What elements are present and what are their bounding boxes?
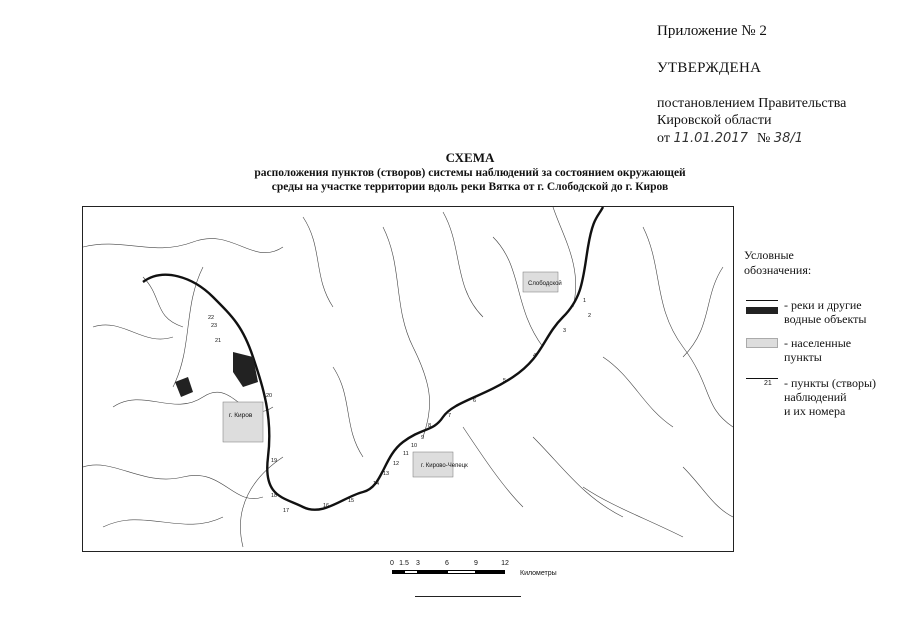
scale-tick-3: 6	[445, 560, 449, 567]
scale-tick-2: 3	[416, 560, 420, 567]
date-prefix: от	[657, 131, 670, 146]
legend-title-line-2: обозначения:	[744, 263, 812, 277]
point-label-11: 11	[403, 451, 409, 457]
legend-title-line-1: Условные	[744, 248, 794, 262]
point-label-17: 17	[283, 508, 290, 514]
point-label-23: 23	[211, 323, 218, 329]
point-label-21: 21	[215, 338, 222, 344]
scale-tick-4: 9	[474, 560, 478, 567]
point-label-13: 13	[383, 471, 390, 477]
scale-tick-1: 1.5	[399, 560, 409, 567]
point-label-12: 12	[393, 461, 400, 467]
legend-rivers-line-2: водные объекты	[784, 312, 867, 326]
scale-tick-0: 0	[390, 560, 394, 567]
appendix-label: Приложение № 2	[657, 23, 767, 39]
point-label-20: 20	[266, 393, 273, 399]
settlement-swatch	[746, 338, 778, 348]
number-prefix: №	[756, 131, 771, 146]
document-title: СХЕМА	[445, 150, 495, 165]
scale-segment-3	[418, 570, 447, 574]
document-subtitle-line-1: расположения пунктов (створов) системы наблюдений за состоянием окружающей	[254, 167, 686, 179]
point-label-4: 4	[533, 353, 537, 359]
decree-number: 38/1	[773, 131, 803, 146]
decree-date-line	[657, 131, 803, 147]
legend-points-line-3: и их номера	[784, 404, 846, 418]
point-label-14: 14	[373, 481, 380, 487]
decree-line-1: постановлением Правительства	[657, 96, 847, 111]
point-label-1: 1	[583, 298, 587, 304]
point-label-7: 7	[448, 413, 452, 419]
legend-settlements-line-1: - населенные	[784, 336, 852, 350]
point-label-22: 22	[208, 315, 215, 321]
town-label-slobodskoy: Слободской	[528, 281, 562, 287]
point-label-3: 3	[563, 328, 567, 334]
river-swatch	[746, 298, 778, 314]
scale-tick-5: 12	[501, 560, 509, 567]
scale-unit: Километры	[520, 570, 557, 577]
point-label-6: 6	[473, 398, 477, 404]
legend	[744, 248, 894, 418]
scale-segment-2	[404, 570, 418, 574]
point-label-18: 18	[271, 493, 278, 499]
legend-settlements-line-2: пункты	[784, 350, 822, 364]
town-label-kirov: г. Киров	[229, 412, 253, 419]
map-drawing	[83, 207, 734, 552]
legend-points-line-1: - пункты (створы)	[784, 376, 877, 390]
scale-segment-4	[447, 570, 476, 574]
point-label-19: 19	[271, 458, 278, 464]
lake-west	[175, 377, 193, 397]
kirov-settlement	[223, 402, 263, 442]
decree-line-2: Кировской области	[657, 113, 772, 128]
point-swatch	[746, 376, 778, 390]
decree-date: 11.01.2017	[673, 131, 748, 146]
minor-rivers	[83, 207, 733, 547]
approved-label: УТВЕРЖДЕНА	[657, 60, 762, 76]
observation-map	[82, 206, 734, 552]
bottom-divider	[415, 596, 521, 597]
point-label-8: 8	[428, 423, 432, 429]
town-label-kirovo-chepetsk: г. Кирово-Чепецк	[421, 463, 468, 469]
legend-points-line-2: наблюдений	[784, 390, 847, 404]
point-label-15: 15	[348, 498, 355, 504]
document-subtitle-line-2: среды на участке территории вдоль реки Вятка от г. Слободской до г. Киров	[271, 181, 669, 193]
point-label-5: 5	[503, 378, 507, 384]
document-title-block	[200, 150, 740, 194]
scale-bar	[388, 560, 578, 584]
scale-segment-5	[476, 570, 505, 574]
scale-segment-1	[392, 570, 404, 574]
point-label-9: 9	[421, 435, 425, 441]
point-label-16: 16	[323, 503, 330, 509]
point-label-10: 10	[411, 443, 418, 449]
point-label-2: 2	[588, 313, 592, 319]
legend-point-number: 21	[764, 380, 772, 387]
legend-rivers-line-1: - реки и другие	[784, 298, 862, 312]
